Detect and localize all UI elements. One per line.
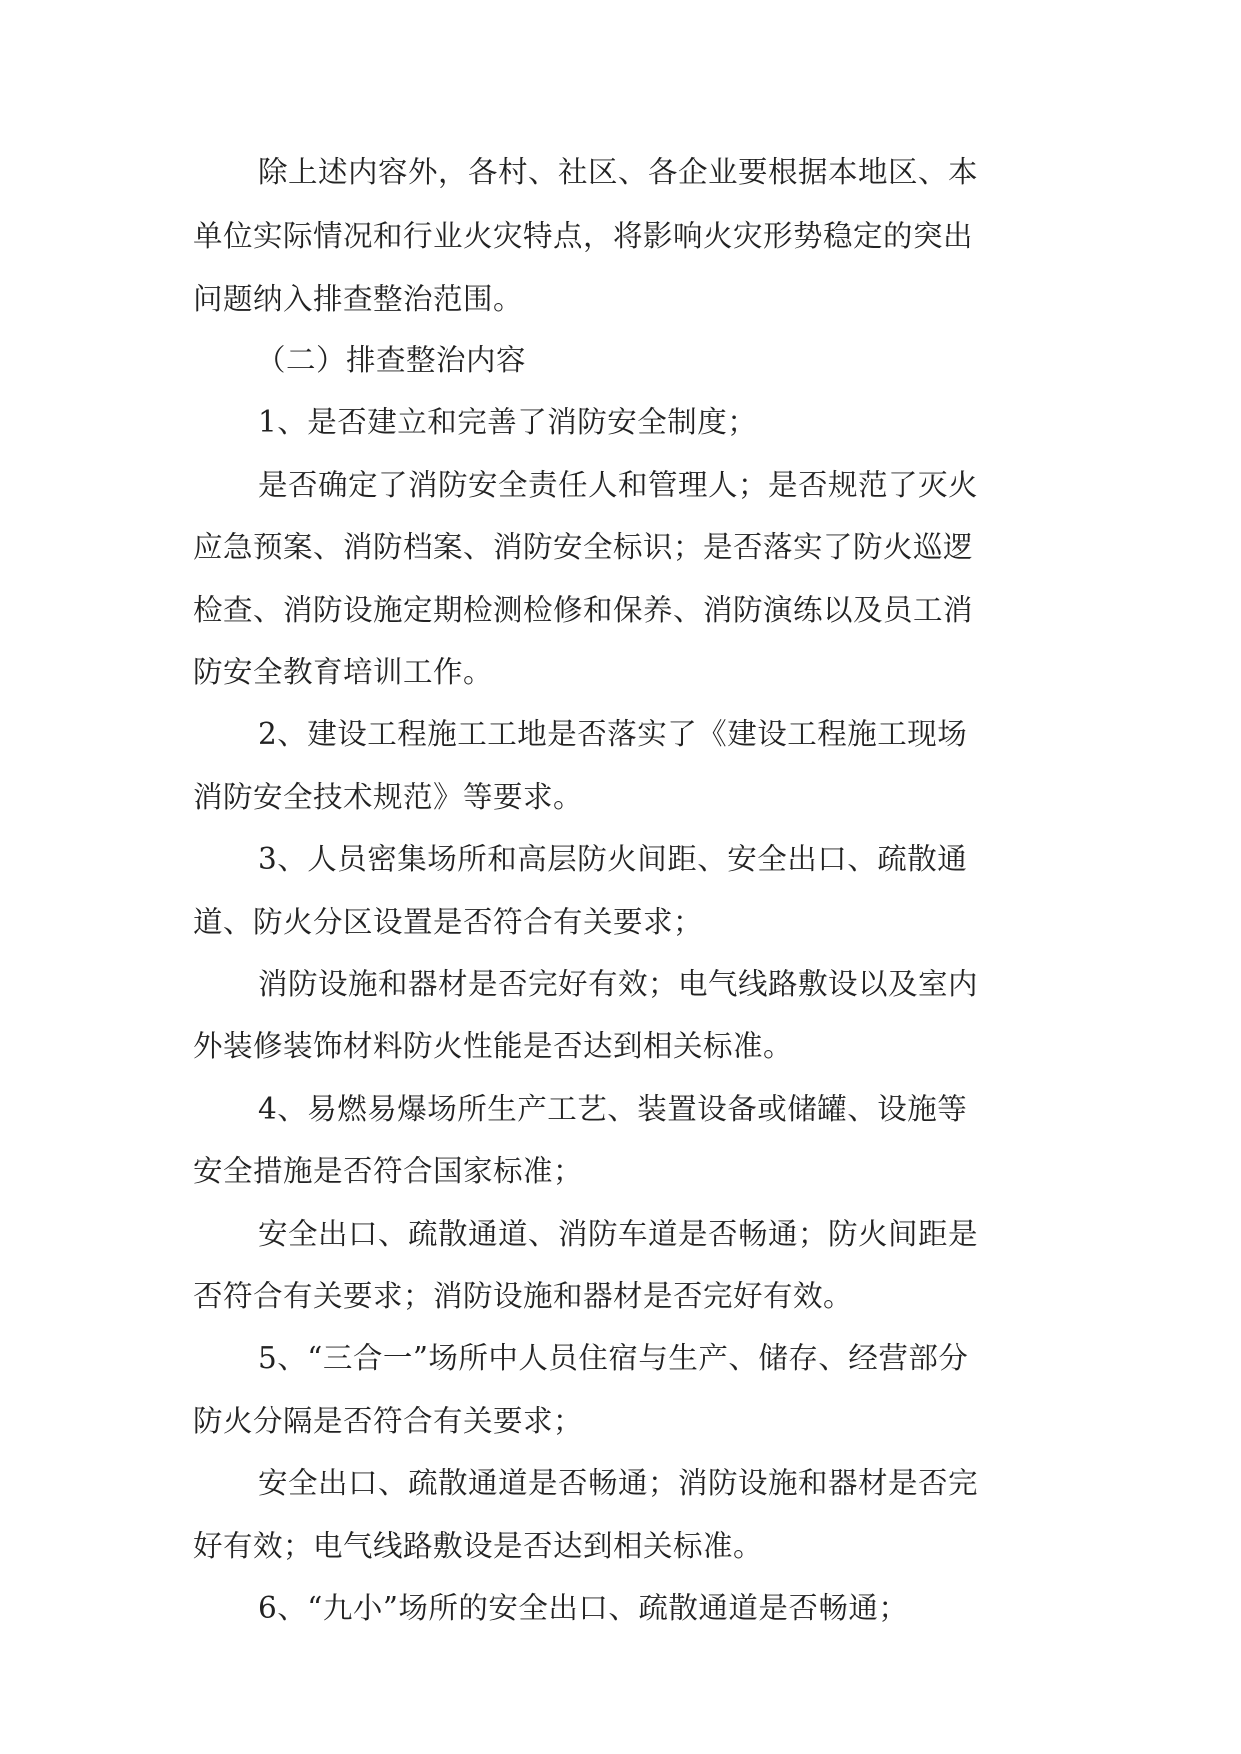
paragraph-line: 检查、消防设施定期检测检修和保养、消防演练以及员工消 (193, 593, 974, 627)
paragraph-line: 问题纳入排查整治范围。 (193, 282, 524, 316)
paragraph-line: 单位实际情况和行业火灾特点，将影响火灾形势稳定的突出 (193, 219, 974, 253)
paragraph-line: 应急预案、消防档案、消防安全标识；是否落实了防火巡逻 (193, 530, 974, 564)
paragraph-line: 否符合有关要求；消防设施和器材是否完好有效。 (193, 1279, 854, 1313)
paragraph-line: 安全措施是否符合国家标准； (193, 1154, 584, 1188)
paragraph-line: 外装修装饰材料防火性能是否达到相关标准。 (193, 1029, 794, 1063)
paragraph-line: 安全出口、疏散通道是否畅通；消防设施和器材是否完 (258, 1466, 979, 1500)
paragraph-line: 消防安全技术规范》等要求。 (193, 780, 584, 814)
paragraph-line: 除上述内容外，各村、社区、各企业要根据本地区、本 (258, 155, 979, 189)
section-heading: （二）排查整治内容 (256, 343, 527, 377)
list-item-heading: 4、易燃易爆场所生产工艺、装置设备或储罐、设施等 (258, 1092, 968, 1126)
paragraph-line: 安全出口、疏散通道、消防车道是否畅通；防火间距是 (258, 1217, 979, 1251)
paragraph-line: 道、防火分区设置是否符合有关要求； (193, 905, 704, 939)
paragraph-line: 消防设施和器材是否完好有效；电气线路敷设以及室内 (258, 967, 979, 1001)
list-item-heading: 5、“三合一”场所中人员住宿与生产、储存、经营部分 (258, 1341, 969, 1375)
list-item-heading: 3、人员密集场所和高层防火间距、安全出口、疏散通 (258, 842, 968, 876)
paragraph-line: 防火分隔是否符合有关要求； (193, 1404, 584, 1438)
paragraph-line: 防安全教育培训工作。 (193, 655, 494, 689)
paragraph-line: 是否确定了消防安全责任人和管理人；是否规范了灭火 (258, 468, 979, 502)
list-item-heading: 6、“九小”场所的安全出口、疏散通道是否畅通； (258, 1591, 909, 1625)
list-item-heading: 2、建设工程施工工地是否落实了《建设工程施工现场 (258, 717, 968, 751)
paragraph-line: 好有效；电气线路敷设是否达到相关标准。 (193, 1529, 764, 1563)
list-item-heading: 1、是否建立和完善了消防安全制度； (258, 405, 758, 439)
